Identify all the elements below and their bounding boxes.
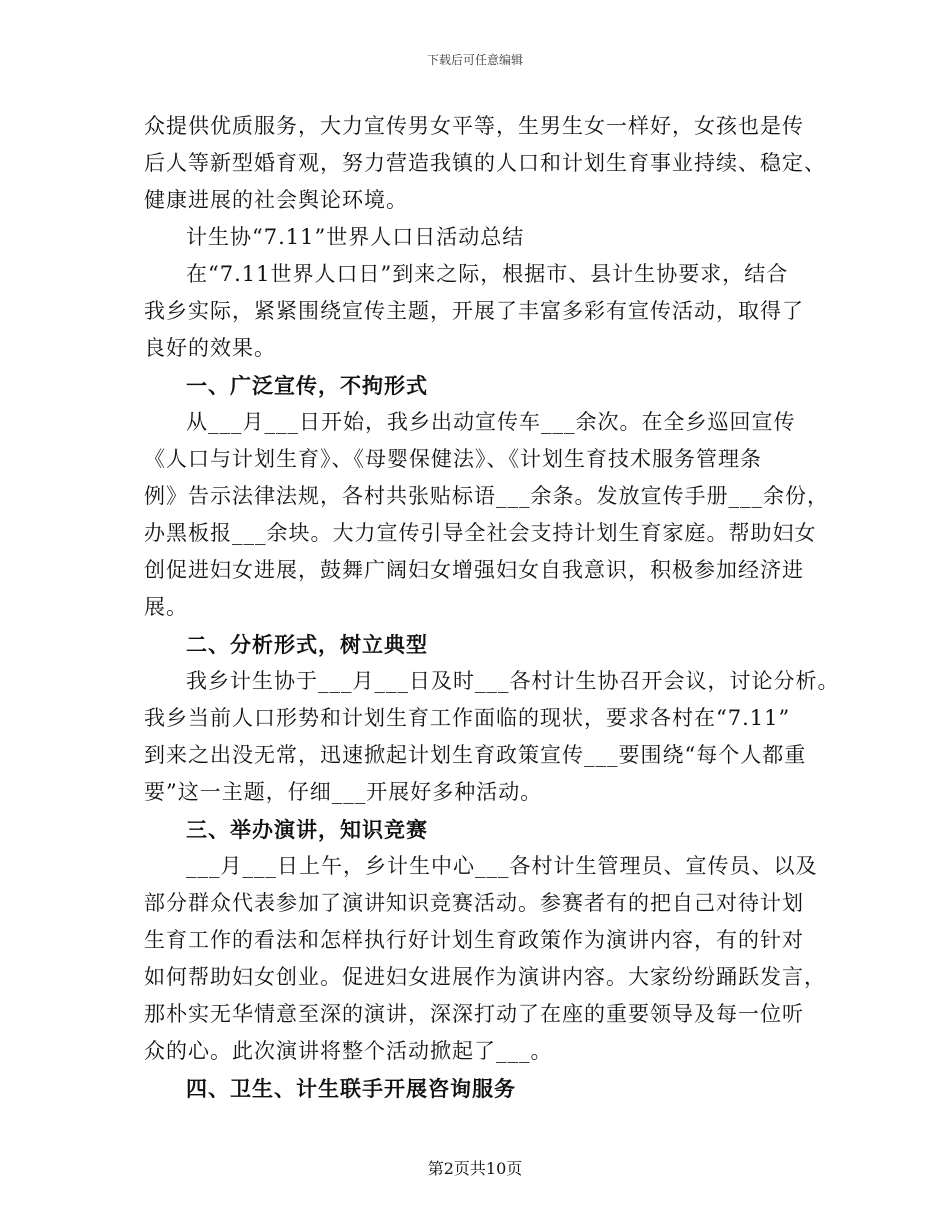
text-line: 众的心。此次演讲将整个活动掀起了___。	[144, 1039, 553, 1063]
text-line: 我乡实际，紧紧围绕宣传主题，开展了丰富多彩有宣传活动，取得了	[144, 299, 804, 323]
text-line: 展。	[144, 595, 188, 619]
text-line: 要”这一主题，仔细___开展好多种活动。	[144, 780, 543, 804]
text-line: 那朴实无华情意至深的演讲，深深打动了在座的重要领导及每一位听	[144, 1002, 804, 1026]
text-line: 办黑板报___余块。大力宣传引导全社会支持计划生育家庭。帮助妇女	[144, 521, 817, 545]
page-footer: 第2页共10页	[427, 1159, 523, 1178]
text-line: 创促进妇女进展，鼓舞广阔妇女增强妇女自我意识，积极参加经济进	[144, 558, 804, 582]
section-heading: 一、广泛宣传，不拘形式	[186, 373, 428, 398]
page-header: 下载后可任意编辑	[426, 53, 523, 67]
text-line: 从___月___日开始，我乡出动宣传车___余次。在全乡巡回宣传	[186, 410, 796, 434]
text-line: 例》告示法律法规，各村共张贴标语___余条。发放宣传手册___余份，	[144, 484, 829, 508]
text-line: 良好的效果。	[144, 336, 276, 360]
text-line: 计生协“7.11”世界人口日活动总结	[186, 225, 525, 249]
section-heading: 三、举办演讲，知识竞赛	[186, 817, 428, 842]
text-line: 众提供优质服务，大力宣传男女平等，生男生女一样好，女孩也是传	[144, 114, 804, 138]
document-body	[144, 108, 840, 1107]
text-line: ___月___日上午，乡计生中心___各村计生管理员、宣传员、以及	[186, 854, 818, 878]
section-heading: 四、卫生、计生联手开展咨询服务	[186, 1076, 516, 1101]
text-line: 在“7.11世界人口日”到来之际，根据市、县计生协要求，结合	[186, 262, 789, 286]
text-line: 后人等新型婚育观，努力营造我镇的人口和计划生育事业持续、稳定、	[144, 151, 826, 175]
text-line: 我乡当前人口形势和计划生育工作面临的现状，要求各村在“7.11”	[144, 706, 791, 730]
text-line: 到来之出没无常，迅速掀起计划生育政策宣传___要围绕“每个人都重	[144, 743, 807, 767]
section-heading: 二、分析形式，树立典型	[186, 632, 428, 657]
text-line: 《人口与计划生育》、《母婴保健法》、《计划生育技术服务管理条	[144, 447, 762, 471]
text-line: 健康进展的社会舆论环境。	[144, 188, 408, 212]
text-line: 部分群众代表参加了演讲知识竞赛活动。参赛者有的把自己对待计划	[144, 891, 804, 915]
text-line: 我乡计生协于___月___日及时___各村计生协召开会议，讨论分析。	[186, 669, 840, 693]
text-line: 如何帮助妇女创业。促进妇女进展作为演讲内容。大家纷纷踊跃发言，	[144, 965, 826, 989]
text-line: 生育工作的看法和怎样执行好计划生育政策作为演讲内容，有的针对	[144, 928, 804, 952]
